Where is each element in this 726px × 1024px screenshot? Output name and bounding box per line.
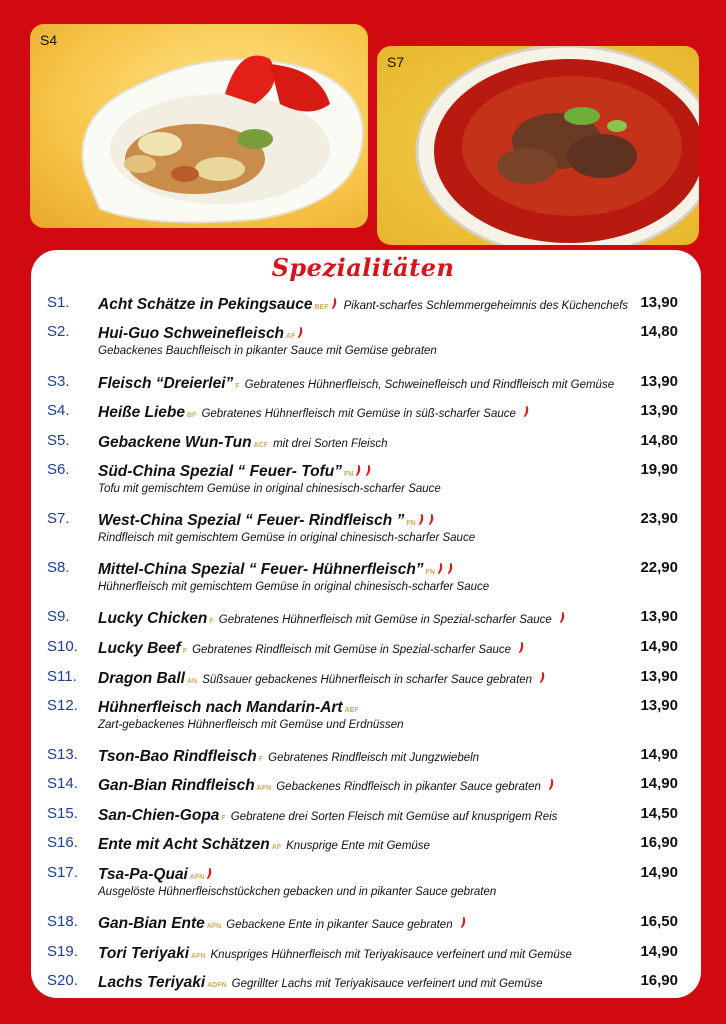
item-name: Tsa-Pa-Quai	[98, 866, 188, 883]
item-code: S1.	[47, 294, 70, 311]
item-description: Knusprige Ente mit Gemüse	[286, 840, 430, 852]
item-code: S13.	[47, 746, 78, 763]
item-allergens: F	[182, 648, 187, 655]
item-price: 13,90	[640, 373, 678, 390]
item-code: S8.	[47, 559, 70, 576]
item-description: Knuspriges Hühnerfleisch mit Teriyakisauce verfeinert und mit Gemüse	[210, 949, 572, 961]
item-description: Süßsauer gebackenes Hühnerfleisch in scharfer Sauce gebraten	[202, 674, 533, 686]
item-allergens: F	[209, 618, 214, 625]
item-name: Hühnerfleisch nach Mandarin-Art	[98, 699, 343, 716]
chili-icon	[205, 868, 213, 880]
item-allergens: FN	[425, 569, 435, 576]
item-line	[98, 373, 628, 393]
item-description: Hühnerfleisch mit gemischtem Gemüse in original chinesisch-scharfer Sauce	[98, 581, 490, 593]
item-price: 14,50	[640, 805, 678, 822]
item-name: Dragon Ball	[98, 670, 185, 687]
menu-title: Spezialitäten	[271, 253, 455, 282]
item-code: S14.	[47, 775, 78, 792]
item-description: Ausgelöste Hühnerfleischstückchen gebacken und in pikanter Sauce gebraten	[98, 886, 497, 898]
chili-icon	[436, 563, 444, 575]
item-line	[98, 697, 628, 717]
item-allergens: AF	[271, 844, 282, 851]
item-allergens: FN	[344, 471, 354, 478]
s4-food-illustration	[30, 24, 368, 228]
item-description: Tofu mit gemischtem Gemüse in original chinesisch-scharfer Sauce	[98, 483, 441, 495]
item-name: Gan-Bian Ente	[98, 915, 205, 932]
item-name: Mittel-China Spezial “ Feuer- Hühnerfleisch”	[98, 561, 424, 578]
item-description: Gegrillter Lachs mit Teriyakisauce verfeinert und mit Gemüse	[231, 978, 543, 990]
item-line	[98, 294, 628, 314]
item-code: S7.	[47, 510, 70, 527]
item-code: S15.	[47, 805, 78, 822]
dish-photo-s7	[377, 46, 699, 245]
item-description: Gebratenes Hühnerfleisch mit Gemüse in Spezial-scharfer Sauce	[218, 614, 552, 626]
item-description: Zart-gebackenes Hühnerfleisch mit Gemüse und Erdnüssen	[98, 719, 404, 731]
item-name: Süd-China Spezial “ Feuer- Tofu”	[98, 463, 342, 480]
item-name: Heiße Liebe	[98, 404, 185, 421]
item-name: Acht Schätze in Pekingsauce	[98, 296, 313, 313]
item-name: Gan-Bian Rindfleisch	[98, 777, 255, 794]
chili-icon	[558, 612, 566, 624]
item-allergens: ACF	[253, 442, 268, 449]
item-name: Lachs Teriyaki	[98, 974, 206, 991]
item-line	[98, 461, 628, 481]
item-line	[98, 864, 628, 884]
item-allergens: AF	[286, 333, 296, 340]
chili-icon	[354, 465, 362, 477]
chili-icon	[522, 406, 530, 418]
chili-icon	[417, 514, 425, 526]
item-description: Gebratene drei Sorten Fleisch mit Gemüse auf knusprigem Reis	[230, 811, 558, 823]
item-price: 16,90	[640, 834, 678, 851]
item-price: 14,90	[640, 638, 678, 655]
item-price: 14,80	[640, 323, 678, 340]
item-code: S20.	[47, 972, 78, 989]
item-allergens: BEF	[314, 304, 329, 311]
item-line	[98, 775, 628, 795]
item-code: S4.	[47, 402, 70, 419]
item-price: 22,90	[640, 559, 678, 576]
item-price: 14,90	[640, 864, 678, 881]
item-description: Pikant-scharfes Schlemmergeheimnis des Küchenchefs	[343, 300, 629, 312]
item-price: 16,50	[640, 913, 678, 930]
dish-photo-s4	[30, 24, 368, 228]
item-price: 14,90	[640, 943, 678, 960]
item-price: 14,90	[640, 775, 678, 792]
item-line	[98, 972, 628, 992]
item-description: Gebackenes Bauchfleisch in pikanter Sauce mit Gemüse gebraten	[98, 345, 437, 357]
item-price: 13,90	[640, 402, 678, 419]
item-line	[98, 510, 628, 530]
item-description: Gebackene Ente in pikanter Sauce gebraten	[226, 919, 453, 931]
item-allergens: BF	[187, 412, 197, 419]
s7-food-illustration	[377, 46, 699, 245]
item-price: 19,90	[640, 461, 678, 478]
item-code: S6.	[47, 461, 70, 478]
chili-icon	[547, 779, 555, 791]
item-description: Gebratenes Rindfleisch mit Gemüse in Spezial-scharfer Sauce	[192, 644, 512, 656]
item-name: Ente mit Acht Schätzen	[98, 836, 270, 853]
item-description: mit drei Sorten Fleisch	[273, 438, 388, 450]
item-code: S10.	[47, 638, 78, 655]
item-code: S12.	[47, 697, 78, 714]
item-name: Lucky Chicken	[98, 610, 208, 627]
item-line	[98, 913, 628, 933]
item-line	[98, 805, 628, 825]
item-description: Gebratenes Rindfleisch mit Jungzwiebeln	[268, 752, 480, 764]
item-name: Hui-Guo Schweinefleisch	[98, 325, 285, 342]
item-allergens: F	[235, 383, 240, 390]
item-code: S18.	[47, 913, 78, 930]
item-line	[98, 834, 628, 854]
chili-icon	[427, 514, 435, 526]
item-allergens: FN	[406, 520, 416, 527]
item-allergens: F	[221, 815, 226, 822]
item-price: 13,90	[640, 294, 678, 311]
chili-icon	[364, 465, 372, 477]
item-code: S2.	[47, 323, 70, 340]
item-name: San-Chien-Gopa	[98, 807, 220, 824]
item-allergens: F	[258, 756, 264, 763]
item-price: 14,90	[640, 746, 678, 763]
item-line	[98, 608, 628, 628]
chili-icon	[330, 298, 338, 310]
item-line	[98, 746, 628, 766]
item-name: Tori Teriyaki	[98, 945, 190, 962]
chili-icon	[296, 327, 304, 339]
item-code: S11.	[47, 668, 77, 685]
item-description: Rindfleisch mit gemischtem Gemüse in original chinesisch-scharfer Sauce	[98, 532, 476, 544]
item-code: S3.	[47, 373, 70, 390]
item-name: Fleisch “Dreierlei”	[98, 375, 234, 392]
item-name: Gebackene Wun-Tun	[98, 434, 252, 451]
chili-icon	[446, 563, 454, 575]
item-line	[98, 638, 628, 658]
photo-tag: S4	[40, 32, 58, 48]
item-price: 13,90	[640, 697, 678, 714]
item-name: West-China Spezial “ Feuer- Rindfleisch ”	[98, 512, 405, 529]
chili-icon	[538, 672, 546, 684]
item-code: S9.	[47, 608, 70, 625]
item-line	[98, 668, 628, 688]
item-line	[98, 402, 628, 422]
item-name: Lucky Beef	[98, 640, 181, 657]
item-allergens: AFN	[206, 923, 222, 930]
item-line	[98, 943, 628, 963]
item-allergens: AN	[186, 678, 198, 685]
item-allergens: AFN	[256, 785, 272, 792]
item-allergens: ADFN	[207, 982, 227, 989]
item-allergens: AFN	[189, 874, 205, 881]
item-code: S19.	[47, 943, 78, 960]
item-code: S17.	[47, 864, 78, 881]
item-description: Gebratenes Hühnerfleisch, Schweinefleisch und Rindfleisch mit Gemüse	[244, 379, 615, 391]
item-price: 16,90	[640, 972, 678, 989]
item-price: 13,90	[640, 608, 678, 625]
chili-icon	[517, 642, 525, 654]
item-allergens: AFN	[191, 953, 206, 960]
item-description: Gebackenes Rindfleisch in pikanter Sauce gebraten	[276, 781, 541, 793]
item-line	[98, 432, 628, 452]
item-name: Tson-Bao Rindfleisch	[98, 748, 257, 765]
chili-icon	[459, 917, 467, 929]
item-line	[98, 559, 628, 579]
item-description: Gebratenes Hühnerfleisch mit Gemüse in süß-scharfer Sauce	[201, 408, 516, 420]
item-allergens: AEF	[344, 707, 359, 714]
photo-tag: S7	[387, 54, 405, 70]
item-price: 23,90	[640, 510, 678, 527]
item-code: S16.	[47, 834, 78, 851]
item-code: S5.	[47, 432, 70, 449]
item-price: 14,80	[640, 432, 678, 449]
item-price: 13,90	[640, 668, 678, 685]
item-line	[98, 323, 628, 343]
